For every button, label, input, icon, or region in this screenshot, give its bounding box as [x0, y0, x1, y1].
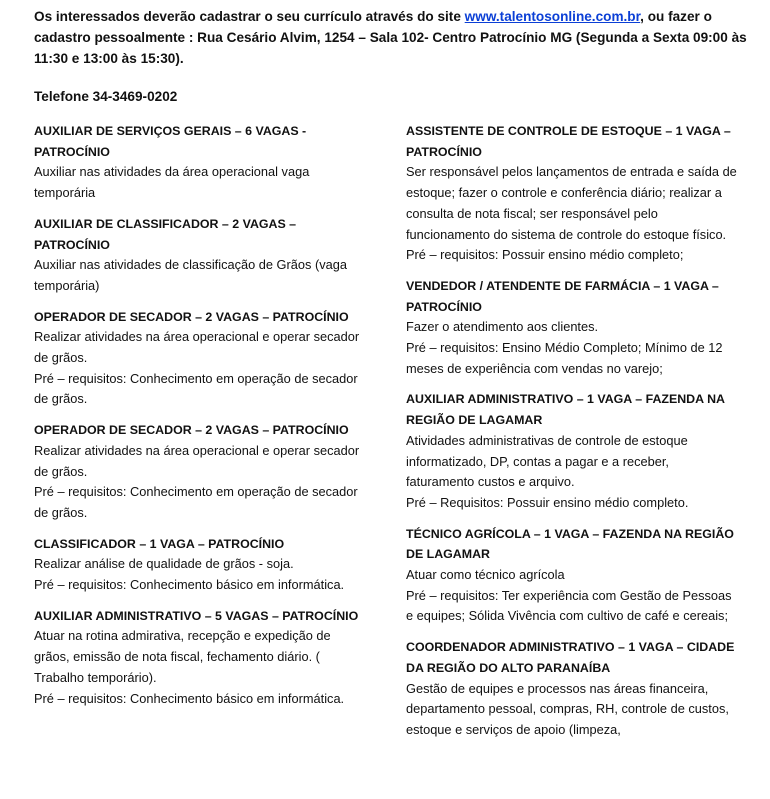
job-posting — [34, 121, 364, 204]
job-posting — [34, 214, 364, 297]
job-title: OPERADOR DE SECADOR – 2 VAGAS – PATROCÍNIO — [34, 423, 349, 438]
job-description-line: Gestão de equipes e processos nas áreas financeira, departamento pessoal, compras, RH, controle de custos, estoque e serviços de apoio (limpeza, — [406, 680, 729, 737]
job-posting — [406, 524, 740, 628]
job-description-line: Realizar análise de qualidade de grãos - soja. — [34, 556, 294, 572]
phone-line: Telefone 34-3469-0202 — [34, 89, 178, 104]
job-description-line: Pré – requisitos: Possuir ensino médio completo; — [406, 247, 684, 263]
job-description-line: Realizar atividades na área operacional e operar secador de grãos. — [34, 442, 360, 479]
job-title: AUXILIAR ADMINISTRATIVO – 5 VAGAS – PATROCÍNIO — [34, 608, 359, 623]
job-description-line: Fazer o atendimento aos clientes. — [406, 319, 599, 335]
job-title: ASSISTENTE DE CONTROLE DE ESTOQUE – 1 VAGA – PATROCÍNIO — [406, 124, 731, 159]
job-posting — [406, 637, 740, 741]
job-description-line: Atuar como técnico agrícola — [406, 567, 565, 583]
intro-text-part1: Os interessados deverão cadastrar o seu currículo através do site — [34, 9, 465, 24]
job-description-line: Atividades administrativas de controle de estoque informatizado, DP, contas a pagar e a receber, faturamento custos e arquivo. — [406, 432, 688, 490]
job-title: TÉCNICO AGRÍCOLA – 1 VAGA – FAZENDA NA REGIÃO DE LAGAMAR — [406, 526, 734, 562]
job-title: COORDENADOR ADMINISTRATIVO – 1 VAGA – CIDADE DA REGIÃO DO ALTO PARANAÍBA — [406, 640, 735, 675]
job-posting — [34, 606, 364, 710]
job-title: VENDEDOR / ATENDENTE DE FARMÁCIA – 1 VAGA – PATROCÍNIO — [406, 278, 719, 314]
intro-paragraph — [34, 6, 754, 69]
job-description-line: Pré – requisitos: Ter experiência com Gestão de Pessoas e equipes; Sólida Vivência com cultivo de café e cereais; — [406, 587, 732, 624]
job-posting — [406, 276, 740, 380]
job-posting — [34, 420, 364, 524]
job-posting — [34, 307, 364, 411]
job-description-line: Atuar na rotina admirativa, recepção e expedição de grãos, emissão de nota fiscal, fechamento diário. ( Trabalho temporário). — [34, 628, 331, 685]
job-description-line: Pré – Requisitos: Possuir ensino médio completo. — [406, 494, 689, 510]
job-description-line: Pré – requisitos: Conhecimento em operação de secador de grãos. — [34, 484, 358, 520]
website-link[interactable]: www.talentosonline.com.br — [464, 9, 641, 24]
job-posting — [406, 389, 740, 513]
job-description-line: Auxiliar nas atividades de classificação de Grãos (vaga temporária) — [34, 257, 347, 293]
job-title: AUXILIAR DE SERVIÇOS GERAIS – 6 VAGAS - PATROCÍNIO — [34, 124, 307, 159]
right-column — [406, 121, 740, 751]
job-description-line: Realizar atividades na área operacional e operar secador de grãos. — [34, 329, 360, 366]
job-description-line: Auxiliar nas atividades da área operacional vaga temporária — [34, 164, 310, 201]
job-description-line: Pré – requisitos: Conhecimento básico em informática. — [34, 690, 345, 706]
job-description-line: Pré – requisitos: Conhecimento básico em informática. — [34, 577, 345, 593]
job-posting — [406, 121, 740, 266]
job-title: AUXILIAR ADMINISTRATIVO – 1 VAGA – FAZENDA NA REGIÃO DE LAGAMAR — [406, 392, 725, 428]
left-column — [34, 121, 364, 719]
job-title: OPERADOR DE SECADOR – 2 VAGAS – PATROCÍNIO — [34, 309, 349, 324]
intro-text-part2: , ou fazer o cadastro pessoalmente : Rua Cesário Alvim, 1254 – Sala 102- Centro Patrocínio MG (Segunda a Sexta 09:00 às 11:30 e 13:00 às 15:30). — [34, 9, 747, 66]
job-title: AUXILIAR DE CLASSIFICADOR – 2 VAGAS – PATROCÍNIO — [34, 216, 297, 252]
job-posting — [34, 534, 364, 596]
job-description-line: Pré – requisitos: Ensino Médio Completo; Mínimo de 12 meses de experiência com vendas no varejo; — [406, 340, 723, 376]
job-description-line: Ser responsável pelos lançamentos de entrada e saída de estoque; fazer o controle e conferência diário; realizar a consulta de nota fiscal; ser responsável pelo funcionamento do sistema de controle do estoque físico. — [406, 164, 737, 242]
job-title: CLASSIFICADOR – 1 VAGA – PATROCÍNIO — [34, 536, 285, 551]
job-description-line: Pré – requisitos: Conhecimento em operação de secador de grãos. — [34, 370, 358, 407]
